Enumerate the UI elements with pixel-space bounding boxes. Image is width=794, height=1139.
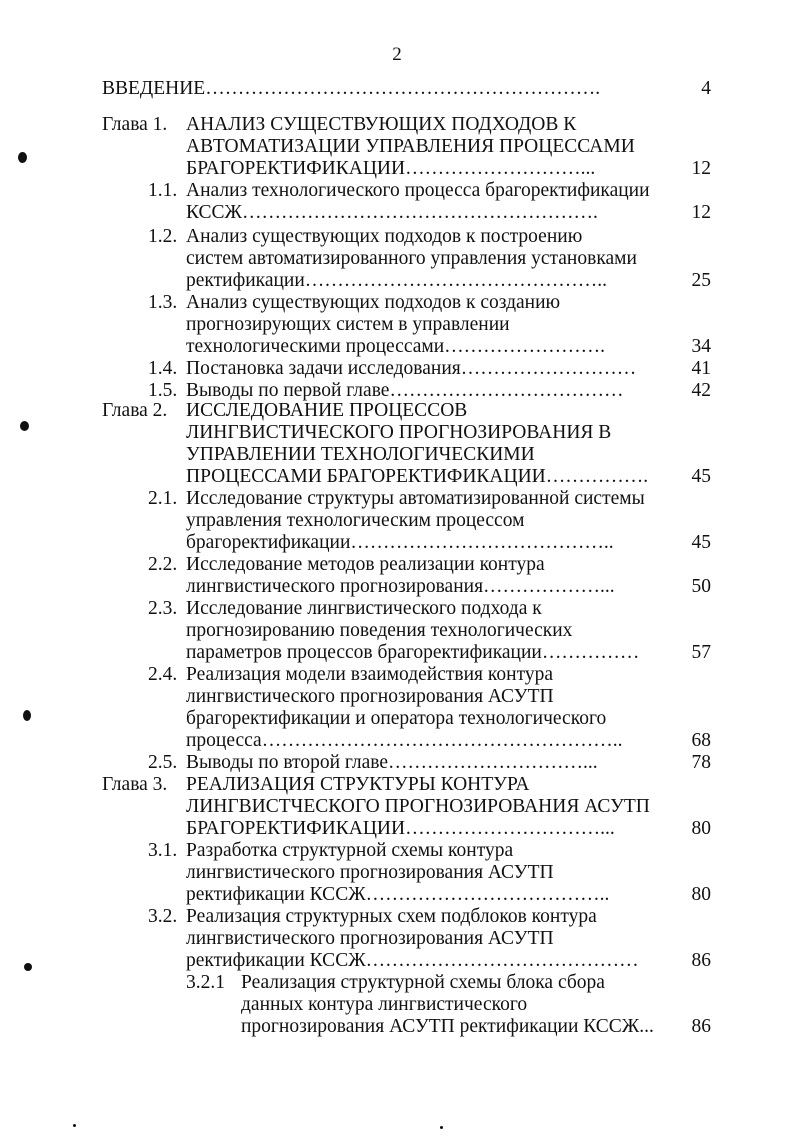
toc-entry-number: 3.2.1 xyxy=(186,972,225,993)
scan-artifact xyxy=(20,421,29,431)
toc-entry-title-line: технологическими процессами……………………. xyxy=(186,336,606,357)
toc-entry-title-line: ректификации……………………………………….. xyxy=(186,270,608,291)
toc-entry-title-line: ректификации КССЖ…………………………………… xyxy=(186,950,639,971)
toc-entry-number: 2.5. xyxy=(148,752,178,773)
toc-entry-title-line: ИССЛЕДОВАНИЕ ПРОЦЕССОВ xyxy=(186,400,468,421)
toc-entry-title-line: АВТОМАТИЗАЦИИ УПРАВЛЕНИЯ ПРОЦЕССАМИ xyxy=(186,136,635,157)
toc-entry-title-line: ЛИНГВИСТЧЕСКОГО ПРОГНОЗИРОВАНИЯ АСУТП xyxy=(186,796,650,817)
scan-artifact xyxy=(24,963,32,971)
toc-page-number: 12 xyxy=(691,202,711,223)
toc-entry-title-line: лингвистического прогнозирования АСУТП xyxy=(186,862,554,883)
toc-entry-title-line: Реализация модели взаимодействия контура xyxy=(186,664,553,685)
toc-entry-title-line: параметров процессов брагоректификации…………… xyxy=(186,642,640,663)
toc-entry-title-line: Постановка задачи исследования……………………… xyxy=(186,358,637,379)
toc-entry-title-line: ПРОЦЕССАМИ БРАГОРЕКТИФИКАЦИИ……………. xyxy=(186,466,649,487)
toc-entry-title-line: Анализ существующих подходов к построению xyxy=(186,226,583,247)
toc-entry-title-line: процесса……………………………………………….. xyxy=(186,730,623,751)
toc-entry-title-line: Анализ технологического процесса брагоректификации xyxy=(186,180,650,201)
toc-entry-title-line: прогнозирующих систем в управлении xyxy=(186,314,510,335)
scan-artifact xyxy=(23,710,31,721)
toc-entry-number: 1.3. xyxy=(148,292,178,313)
toc-entry-number: 3.1. xyxy=(148,840,178,861)
toc-entry-title-line: УПРАВЛЕНИИ ТЕХНОЛОГИЧЕСКИМИ xyxy=(186,444,535,465)
toc-page-number: 34 xyxy=(691,336,711,357)
toc-entry-title-line: Реализация структурной схемы блока сбора xyxy=(241,972,605,993)
scan-artifact xyxy=(73,1124,76,1127)
toc-entry-title-line: Разработка структурной схемы контура xyxy=(186,840,514,861)
toc-entry-number: Глава 2. xyxy=(102,400,168,421)
toc-entry-title-line: КССЖ………………………………………………. xyxy=(186,202,598,223)
toc-entry-title-line: АНАЛИЗ СУЩЕСТВУЮЩИХ ПОДХОДОВ К xyxy=(186,114,577,135)
toc-entry-title-line: прогнозированию поведения технологических xyxy=(186,620,573,641)
toc-page-number: 50 xyxy=(691,576,711,597)
toc-page-number: 25 xyxy=(691,270,711,291)
toc-entry-title-line: брагоректификации и оператора технологического xyxy=(186,708,607,729)
toc-entry-title-line: Реализация структурных схем подблоков контура xyxy=(186,906,597,927)
toc-entry-title-line: Выводы по второй главе…………………………... xyxy=(186,752,598,773)
toc-entry-number: 1.5. xyxy=(148,380,178,401)
toc-entry-title-line: Исследование структуры автоматизированной системы xyxy=(186,488,645,509)
toc-entry-title-line: систем автоматизированного управления установками xyxy=(186,248,637,269)
toc-entry-number: Глава 1. xyxy=(102,114,168,135)
toc-entry-title-line: лингвистического прогнозирования………………... xyxy=(186,576,615,597)
toc-entry-title-line: ВВЕДЕНИЕ……………………………………………………. xyxy=(102,78,601,99)
scan-artifact xyxy=(440,1126,443,1129)
toc-entry-number: 2.3. xyxy=(148,598,178,619)
toc-entry-title-line: БРАГОРЕКТИФИКАЦИИ………………………... xyxy=(186,158,596,179)
toc-page-number: 78 xyxy=(691,752,711,773)
toc-entry-number: 1.1. xyxy=(148,180,178,201)
toc-entry-number: 1.4. xyxy=(148,358,178,379)
page-number: 2 xyxy=(392,44,402,65)
toc-page-number: 12 xyxy=(691,158,711,179)
toc-entry-title-line: прогнозирования АСУТП ректификации КССЖ... xyxy=(241,1016,654,1037)
toc-entry-number: 2.4. xyxy=(148,664,178,685)
toc-page-number: 41 xyxy=(691,358,711,379)
toc-entry-number: 2.1. xyxy=(148,488,178,509)
toc-page-number: 86 xyxy=(691,950,711,971)
toc-entry-title-line: данных контура лингвистического xyxy=(241,994,528,1015)
toc-entry-number: 1.2. xyxy=(148,226,178,247)
toc-page-number: 80 xyxy=(691,818,711,839)
toc-page-number: 4 xyxy=(701,78,711,99)
toc-entry-title-line: лингвистического прогнозирования АСУТП xyxy=(186,686,554,707)
toc-entry-title-line: управления технологическим процессом xyxy=(186,510,525,531)
scan-artifact xyxy=(18,152,27,163)
toc-entry-title-line: ЛИНГВИСТИЧЕСКОГО ПРОГНОЗИРОВАНИЯ В xyxy=(186,422,612,443)
toc-entry-title-line: Анализ существующих подходов к созданию xyxy=(186,292,561,313)
toc-entry-number: 2.2. xyxy=(148,554,178,575)
toc-page-number: 42 xyxy=(691,380,711,401)
toc-entry-title-line: Исследование лингвистического подхода к xyxy=(186,598,542,619)
toc-page-number: 86 xyxy=(691,1016,711,1037)
toc-page-number: 57 xyxy=(691,642,711,663)
toc-entry-title-line: Исследование методов реализации контура xyxy=(186,554,545,575)
toc-entry-title-line: брагоректификации………………………………….. xyxy=(186,532,614,553)
toc-page-number: 68 xyxy=(691,730,711,751)
toc-page-number: 80 xyxy=(691,884,711,905)
toc-entry-title-line: Выводы по первой главе……………………………… xyxy=(186,380,624,401)
toc-entry-title-line: РЕАЛИЗАЦИЯ СТРУКТУРЫ КОНТУРА xyxy=(186,774,530,795)
toc-entry-number: Глава 3. xyxy=(102,774,168,795)
toc-entry-number: 3.2. xyxy=(148,906,178,927)
toc-page-number: 45 xyxy=(691,466,711,487)
toc-entry-title-line: БРАГОРЕКТИФИКАЦИИ…………………………... xyxy=(186,818,615,839)
toc-entry-title-line: ректификации КССЖ……………………………….. xyxy=(186,884,610,905)
toc-entry-title-line: лингвистического прогнозирования АСУТП xyxy=(186,928,554,949)
toc-page-number: 45 xyxy=(691,532,711,553)
